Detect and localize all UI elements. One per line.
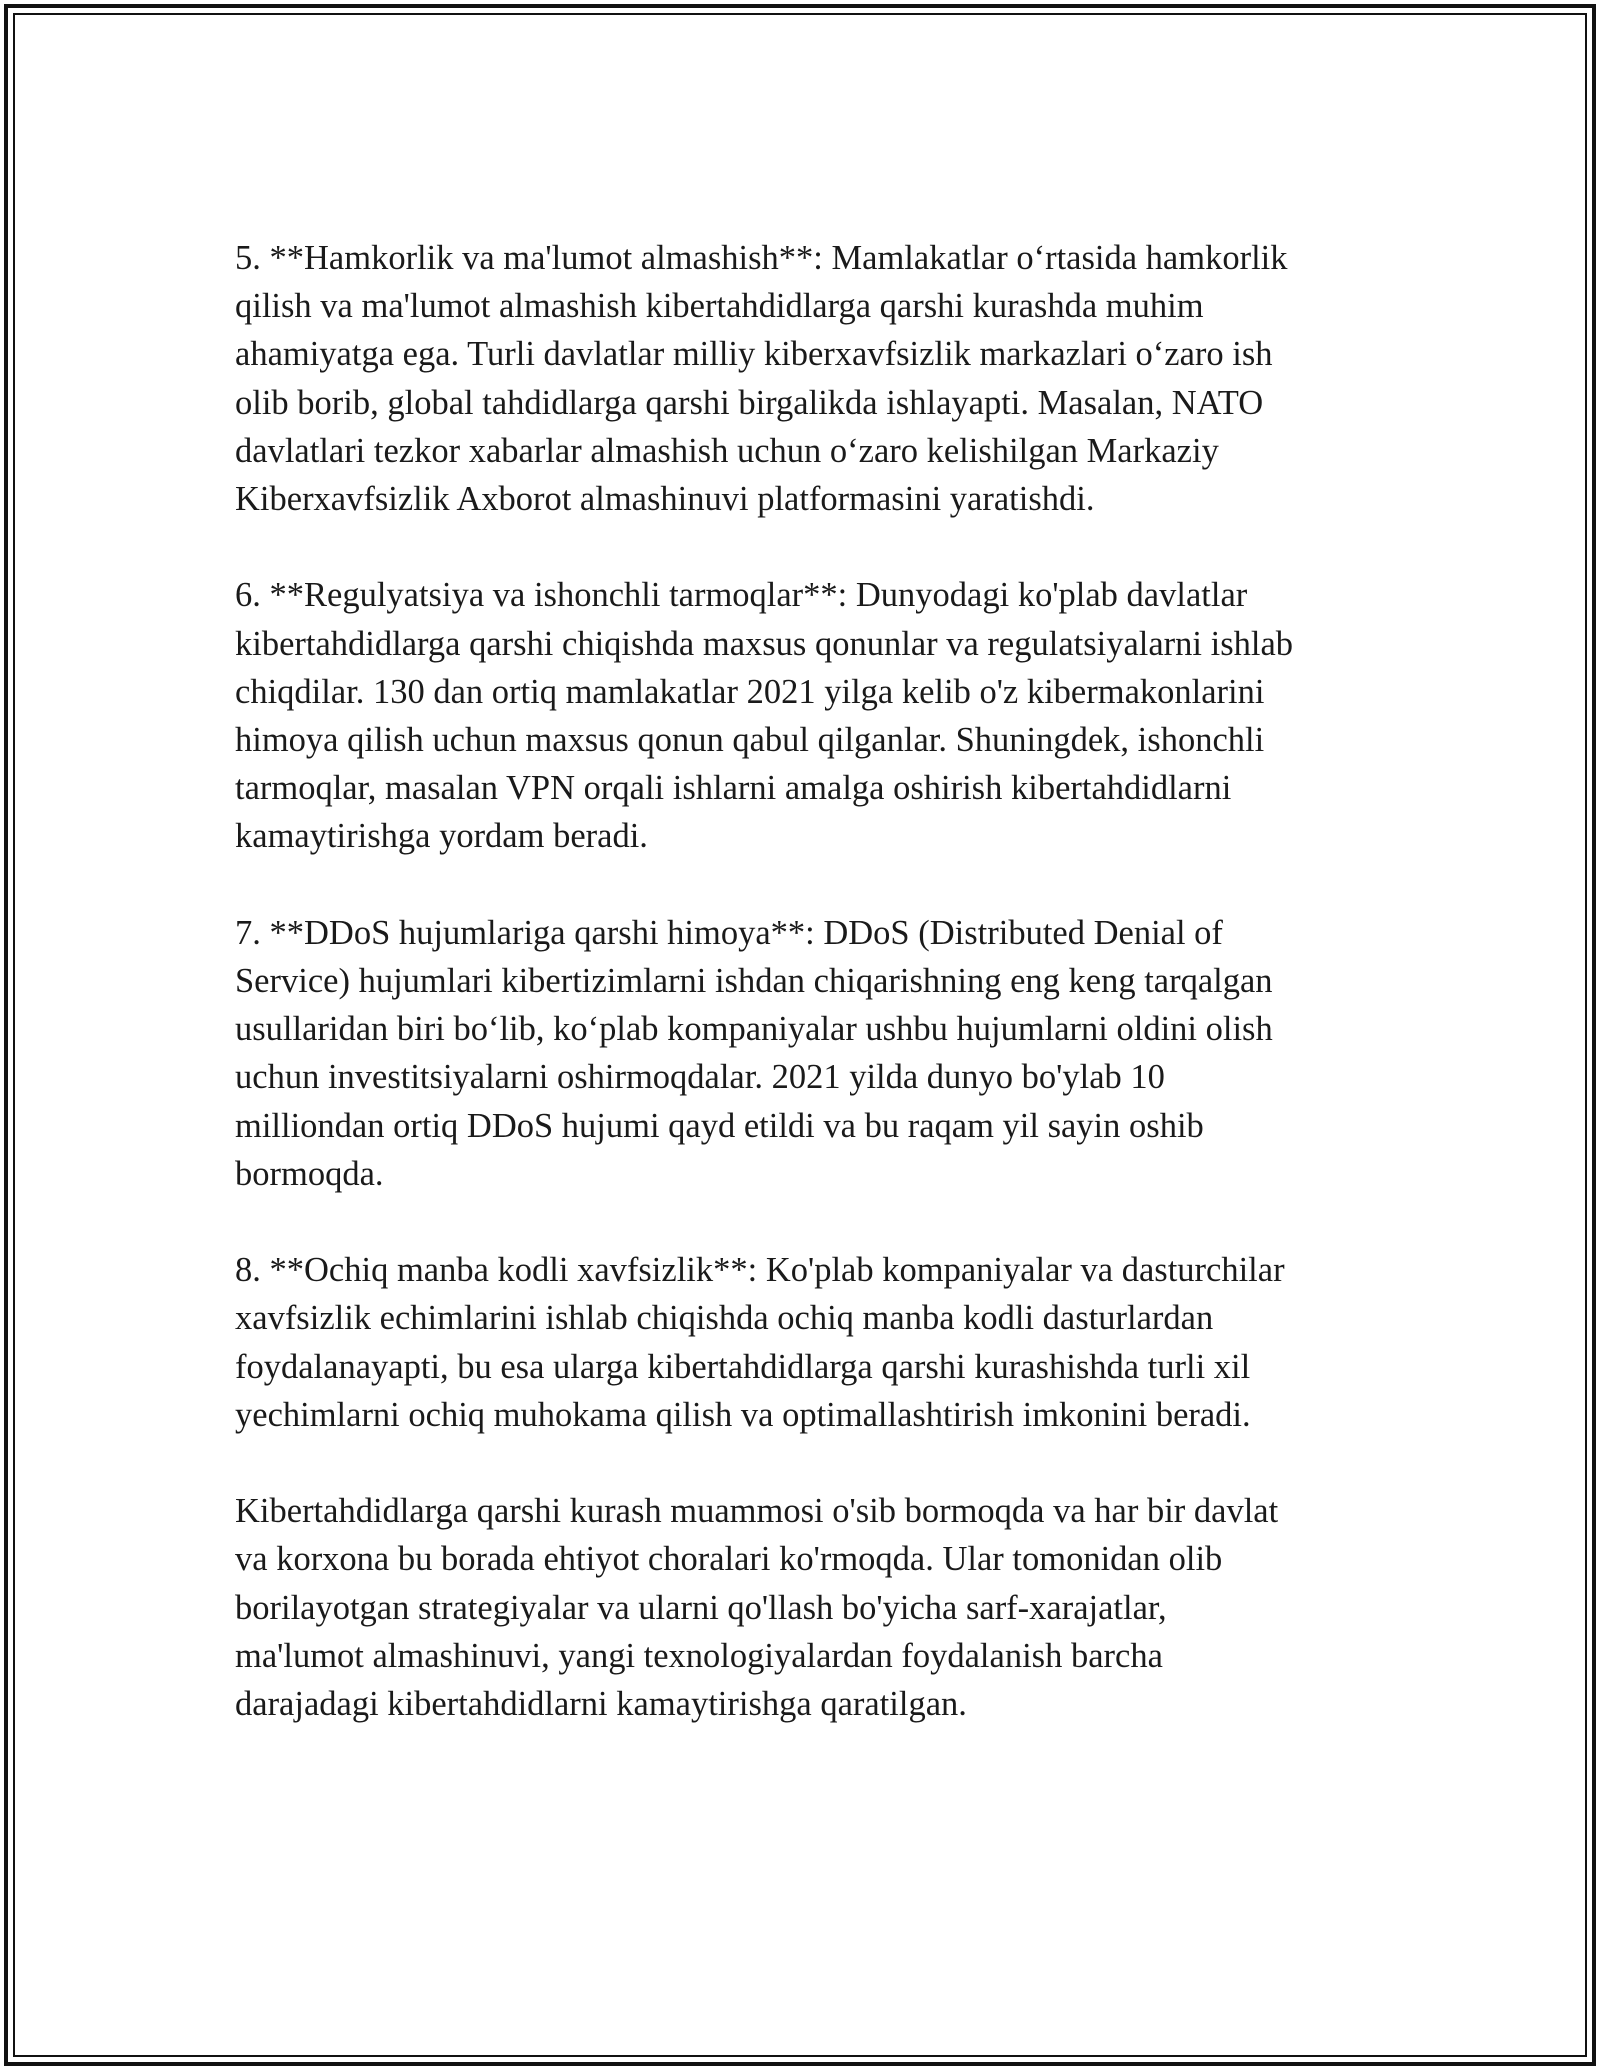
text-line: borilayotgan strategiyalar va ularni qo'llash bo'yicha sarf-xarajatlar, (235, 1588, 1167, 1627)
text-line: davlatlari tezkor xabarlar almashish uchun o‘zaro kelishilgan Markaziy (235, 431, 1219, 470)
text-line: milliondan ortiq DDoS hujumi qayd etildi va bu raqam yil sayin oshib (235, 1106, 1204, 1145)
text-line: qilish va ma'lumot almashish kibertahdidlarga qarshi kurashda muhim (235, 287, 1204, 326)
text-line: 8. **Ochiq manba kodli xavfsizlik**: Ko'plab kompaniyalar va dasturchilar (235, 1251, 1285, 1290)
text-line: kamaytirishga yordam beradi. (235, 817, 648, 856)
text-line: ahamiyatga ega. Turli davlatlar milliy kiberxavfsizlik markazlari o‘zaro ish (235, 335, 1273, 374)
text-line: Kiberxavfsizlik Axborot almashinuvi platformasini yaratishdi. (235, 480, 1095, 519)
paragraph-conclusion (235, 1487, 1375, 1728)
paragraph-7-ddos (235, 909, 1375, 1198)
text-line: ma'lumot almashinuvi, yangi texnologiyalardan foydalanish barcha (235, 1636, 1163, 1675)
text-line: 7. **DDoS hujumlariga qarshi himoya**: DDoS (Distributed Denial of (235, 913, 1223, 952)
text-line: va korxona bu borada ehtiyot choralari ko'rmoqda. Ular tomonidan olib (235, 1540, 1223, 1579)
text-line: darajadagi kibertahdidlarni kamaytirishga qaratilgan. (235, 1685, 967, 1724)
text-line: bormoqda. (235, 1154, 384, 1193)
text-line: yechimlarni ochiq muhokama qilish va optimallashtirish imkonini beradi. (235, 1395, 1251, 1434)
text-line: Kibertahdidlarga qarshi kurash muammosi o'sib bormoqda va har bir davlat (235, 1492, 1279, 1531)
text-line: usullaridan biri bo‘lib, ko‘plab kompaniyalar ushbu hujumlarni oldini olish (235, 1010, 1273, 1049)
text-line: uchun investitsiyalarni oshirmoqdalar. 2021 yilda dunyo bo'ylab 10 (235, 1058, 1165, 1097)
text-line: chiqdilar. 130 dan ortiq mamlakatlar 2021 yilga kelib o'z kibermakonlarini (235, 672, 1265, 711)
paragraph-6-regulation (235, 571, 1375, 860)
text-line: olib borib, global tahdidlarga qarshi birgalikda ishlayapti. Masalan, NATO (235, 383, 1264, 422)
text-line: kibertahdidlarga qarshi chiqishda maxsus qonunlar va regulatsiyalarni ishlab (235, 624, 1294, 663)
text-line: himoya qilish uchun maxsus qonun qabul qilganlar. Shuningdek, ishonchli (235, 721, 1265, 760)
paragraph-8-open-source (235, 1246, 1375, 1439)
text-line: foydalanayapti, bu esa ularga kibertahdidlarga qarshi kurashishda turli xil (235, 1347, 1251, 1386)
text-line: 6. **Regulyatsiya va ishonchli tarmoqlar**: Dunyodagi ko'plab davlatlar (235, 576, 1248, 615)
text-line: tarmoqlar, masalan VPN orqali ishlarni amalga oshirish kibertahdidlarni (235, 769, 1232, 808)
text-line: Service) hujumlari kibertizimlarni ishdan chiqarishning eng keng tarqalgan (235, 962, 1273, 1001)
text-line: 5. **Hamkorlik va ma'lumot almashish**: Mamlakatlar o‘rtasida hamkorlik (235, 239, 1288, 277)
text-line: xavfsizlik echimlarini ishlab chiqishda ochiq manba kodli dasturlardan (235, 1299, 1214, 1338)
paragraph-5-cooperation (235, 234, 1375, 523)
document-body (235, 234, 1375, 1776)
